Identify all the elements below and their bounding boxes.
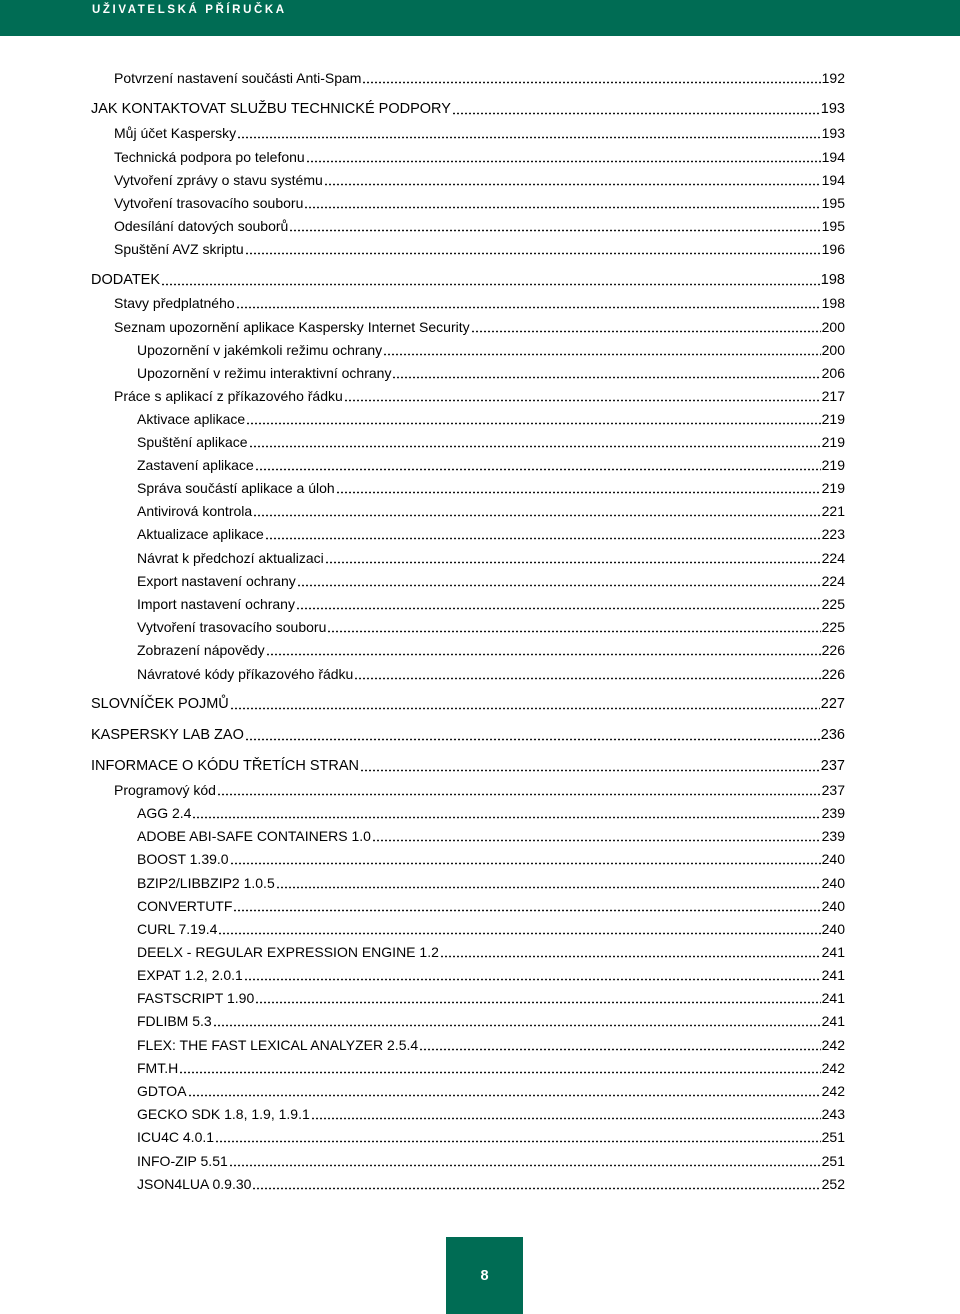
toc-dot-leader xyxy=(306,151,821,163)
toc-entry-title: Programový kód xyxy=(114,782,216,798)
toc-entry[interactable] xyxy=(137,1058,845,1078)
toc-dot-leader xyxy=(245,729,820,741)
toc-dot-leader xyxy=(161,274,820,286)
toc-dot-leader xyxy=(362,72,820,84)
toc-entry-title: INFO-ZIP 5.51 xyxy=(137,1153,228,1169)
toc-entry-page: 192 xyxy=(821,70,845,86)
toc-entry-page: 195 xyxy=(821,218,845,234)
toc-entry-page: 242 xyxy=(821,1060,845,1076)
toc-dot-leader xyxy=(230,698,820,710)
toc-entry[interactable] xyxy=(114,193,845,213)
toc-dot-leader xyxy=(246,413,820,425)
toc-entry-title: AGG 2.4 xyxy=(137,805,192,821)
toc-entry-title: BOOST 1.39.0 xyxy=(137,851,229,867)
toc-entry-page: 226 xyxy=(821,642,845,658)
toc-dot-leader xyxy=(215,1131,821,1143)
toc-entry-page: 240 xyxy=(821,875,845,891)
toc-entry-page: 241 xyxy=(821,1013,845,1029)
toc-entry-page: 236 xyxy=(820,727,845,743)
toc-entry-page: 251 xyxy=(821,1129,845,1145)
toc-entry-page: 224 xyxy=(821,550,845,566)
toc-entry-page: 198 xyxy=(820,272,845,288)
toc-entry-title: Aktivace aplikace xyxy=(137,411,246,427)
toc-entry-page: 217 xyxy=(821,388,845,404)
toc-entry[interactable] xyxy=(137,919,845,939)
toc-dot-leader xyxy=(230,853,821,865)
toc-entry-title: Antivirová kontrola xyxy=(137,503,253,519)
toc-entry-title: Seznam upozornění aplikace Kaspersky Internet Security xyxy=(114,319,470,335)
toc-entry[interactable] xyxy=(137,571,845,591)
toc-dot-leader xyxy=(471,321,821,333)
toc-dot-leader xyxy=(236,297,821,309)
toc-dot-leader xyxy=(249,436,821,448)
toc-entry-title: INFORMACE O KÓDU TŘETÍCH STRAN xyxy=(91,758,359,774)
toc-entry-page: 225 xyxy=(821,619,845,635)
toc-dot-leader xyxy=(213,1015,821,1027)
toc-entry-page: 226 xyxy=(821,666,845,682)
toc-entry-page: 243 xyxy=(821,1106,845,1122)
toc-entry-title: Upozornění v režimu interaktivní ochrany xyxy=(137,365,392,381)
toc-entry-page: 240 xyxy=(821,898,845,914)
toc-entry-page: 242 xyxy=(821,1083,845,1099)
toc-entry[interactable] xyxy=(137,896,845,916)
toc-entry-page: 206 xyxy=(821,365,845,381)
toc-entry[interactable] xyxy=(137,501,845,521)
toc-entry[interactable] xyxy=(91,99,845,119)
toc-entry[interactable] xyxy=(137,524,845,544)
toc-entry-title: JSON4LUA 0.9.30 xyxy=(137,1176,252,1192)
toc-entry-page: 240 xyxy=(821,921,845,937)
toc-entry[interactable] xyxy=(137,1174,845,1194)
toc-entry[interactable] xyxy=(137,965,845,985)
toc-entry-title: Odesílání datových souborů xyxy=(114,218,289,234)
toc-entry-title: GECKO SDK 1.8, 1.9, 1.9.1 xyxy=(137,1106,310,1122)
toc-entry[interactable] xyxy=(114,239,845,259)
toc-entry-page: 193 xyxy=(821,125,845,141)
toc-entry[interactable] xyxy=(137,664,845,684)
toc-entry[interactable] xyxy=(137,409,845,429)
toc-dot-leader xyxy=(188,1085,821,1097)
toc-dot-leader xyxy=(253,505,820,517)
toc-entry[interactable] xyxy=(137,478,845,498)
toc-entry-page: 237 xyxy=(821,782,845,798)
toc-dot-leader xyxy=(233,900,820,912)
toc-dot-leader xyxy=(372,830,821,842)
toc-entry-title: Návratové kódy příkazového řádku xyxy=(137,666,354,682)
toc-dot-leader xyxy=(252,1178,820,1190)
toc-entry-title: JAK KONTAKTOVAT SLUŽBU TECHNICKÉ PODPORY xyxy=(91,101,451,117)
toc-entry-page: 237 xyxy=(820,758,845,774)
toc-entry-page: 223 xyxy=(821,526,845,542)
toc-entry-title: Vytvoření trasovacího souboru xyxy=(114,195,304,211)
toc-entry-title: Spuštění aplikace xyxy=(137,434,248,450)
toc-entry[interactable] xyxy=(137,826,845,846)
toc-dot-leader xyxy=(311,1108,821,1120)
toc-entry[interactable] xyxy=(114,317,845,337)
toc-entry-title: Můj účet Kaspersky xyxy=(114,125,237,141)
toc-entry-page: 241 xyxy=(821,990,845,1006)
page-number-badge: 8 xyxy=(446,1237,523,1314)
toc-entry-title: ICU4C 4.0.1 xyxy=(137,1129,215,1145)
toc-dot-leader xyxy=(419,1039,820,1051)
toc-entry-page: 240 xyxy=(821,851,845,867)
toc-entry[interactable] xyxy=(137,988,845,1008)
toc-dot-leader xyxy=(383,344,821,356)
toc-entry-page: 224 xyxy=(821,573,845,589)
toc-entry-page: 219 xyxy=(821,480,845,496)
toc-entry-title: CONVERTUTF xyxy=(137,898,233,914)
toc-entry-page: 193 xyxy=(820,101,845,117)
toc-dot-leader xyxy=(255,459,821,471)
toc-dot-leader xyxy=(336,482,821,494)
toc-entry[interactable] xyxy=(137,1151,845,1171)
toc-entry[interactable] xyxy=(137,849,845,869)
toc-entry[interactable] xyxy=(137,363,845,383)
toc-entry-page: 227 xyxy=(820,696,845,712)
toc-entry-title: Vytvoření trasovacího souboru xyxy=(137,619,327,635)
toc-dot-leader xyxy=(392,367,820,379)
toc-entry[interactable] xyxy=(91,725,845,745)
toc-dot-leader xyxy=(289,220,820,232)
toc-entry-page: 196 xyxy=(821,241,845,257)
toc-entry-title: GDTOA xyxy=(137,1083,187,1099)
toc-entry-page: 241 xyxy=(821,944,845,960)
toc-dot-leader xyxy=(266,644,821,656)
toc-entry-title: Import nastavení ochrany xyxy=(137,596,295,612)
toc-entry[interactable] xyxy=(137,617,845,637)
toc-dot-leader xyxy=(179,1062,820,1074)
toc-entry-title: Export nastavení ochrany xyxy=(137,573,296,589)
toc-entry-title: CURL 7.19.4 xyxy=(137,921,218,937)
toc-entry-title: Vytvoření zprávy o stavu systému xyxy=(114,172,323,188)
toc-dot-leader xyxy=(244,969,821,981)
toc-dot-leader xyxy=(304,197,820,209)
toc-entry-title: Potvrzení nastavení součásti Anti-Spam xyxy=(114,70,362,86)
toc-entry[interactable] xyxy=(114,216,845,236)
toc-entry-title: KASPERSKY LAB ZAO xyxy=(91,727,244,743)
toc-entry-title: Technická podpora po telefonu xyxy=(114,149,305,165)
toc-entry-title: Aktualizace aplikace xyxy=(137,526,264,542)
toc-entry-title: DODATEK xyxy=(91,272,161,288)
toc-dot-leader xyxy=(237,127,820,139)
toc-entry-title: DEELX - REGULAR EXPRESSION ENGINE 1.2 xyxy=(137,944,439,960)
toc-entry-page: 219 xyxy=(821,457,845,473)
toc-entry-title: Spuštění AVZ skriptu xyxy=(114,241,244,257)
toc-entry-title: Práce s aplikací z příkazového řádku xyxy=(114,388,343,404)
toc-dot-leader xyxy=(360,760,820,772)
toc-entry[interactable] xyxy=(137,873,845,893)
header-title: UŽIVATELSKÁ PŘÍRUČKA xyxy=(92,4,287,16)
toc-entry[interactable] xyxy=(137,1035,845,1055)
toc-entry-title: FASTSCRIPT 1.90 xyxy=(137,990,255,1006)
toc-dot-leader xyxy=(265,528,821,540)
toc-entry[interactable] xyxy=(137,1104,845,1124)
toc-entry[interactable] xyxy=(137,1081,845,1101)
toc-dot-leader xyxy=(192,807,820,819)
toc-entry-page: 200 xyxy=(821,342,845,358)
toc-entry-page: 194 xyxy=(821,172,845,188)
toc-dot-leader xyxy=(440,946,821,958)
toc-entry-page: 252 xyxy=(821,1176,845,1192)
toc-entry[interactable] xyxy=(114,293,845,313)
toc-dot-leader xyxy=(344,390,821,402)
toc-entry[interactable] xyxy=(137,640,845,660)
toc-entry-page: 219 xyxy=(821,434,845,450)
toc-dot-leader xyxy=(452,103,820,115)
toc-dot-leader xyxy=(296,598,821,610)
toc-entry[interactable] xyxy=(137,432,845,452)
toc-entry-title: SLOVNÍČEK POJMŮ xyxy=(91,696,229,712)
toc-entry-page: 195 xyxy=(821,195,845,211)
toc-dot-leader xyxy=(325,552,821,564)
toc-dot-leader xyxy=(327,621,820,633)
toc-dot-leader xyxy=(297,575,821,587)
toc-entry[interactable] xyxy=(91,270,845,290)
toc-entry-page: 239 xyxy=(821,805,845,821)
toc-entry-title: FLEX: THE FAST LEXICAL ANALYZER 2.5.4 xyxy=(137,1037,419,1053)
toc-entry[interactable] xyxy=(137,803,845,823)
toc-entry-title: ADOBE ABI-SAFE CONTAINERS 1.0 xyxy=(137,828,371,844)
toc-entry-page: 241 xyxy=(821,967,845,983)
toc-entry[interactable] xyxy=(114,780,845,800)
toc-entry[interactable] xyxy=(137,1127,845,1147)
toc-dot-leader xyxy=(324,174,821,186)
toc-entry[interactable] xyxy=(137,340,845,360)
toc-dot-leader xyxy=(218,923,820,935)
toc-dot-leader xyxy=(255,992,820,1004)
toc-entry[interactable] xyxy=(91,694,845,714)
toc-entry[interactable] xyxy=(114,68,845,88)
toc-entry-title: FDLIBM 5.3 xyxy=(137,1013,212,1029)
toc-entry[interactable] xyxy=(114,170,845,190)
toc-entry-page: 219 xyxy=(821,411,845,427)
toc-dot-leader xyxy=(276,877,821,889)
toc-entry-page: 200 xyxy=(821,319,845,335)
toc-entry-title: Návrat k předchozí aktualizaci xyxy=(137,550,324,566)
toc-entry-page: 221 xyxy=(821,503,845,519)
toc-entry[interactable] xyxy=(114,123,845,143)
toc-entry-title: EXPAT 1.2, 2.0.1 xyxy=(137,967,243,983)
toc-dot-leader xyxy=(229,1155,821,1167)
toc-entry-title: Správa součástí aplikace a úloh xyxy=(137,480,335,496)
toc-entry[interactable] xyxy=(91,756,845,776)
toc-entry[interactable] xyxy=(137,942,845,962)
toc-entry[interactable] xyxy=(137,594,845,614)
toc-entry-page: 225 xyxy=(821,596,845,612)
toc-entry-title: BZIP2/LIBBZIP2 1.0.5 xyxy=(137,875,275,891)
toc-entry-page: 242 xyxy=(821,1037,845,1053)
toc-dot-leader xyxy=(354,668,820,680)
toc-entry[interactable] xyxy=(137,1011,845,1031)
toc-entry-page: 198 xyxy=(821,295,845,311)
toc-entry[interactable] xyxy=(137,548,845,568)
toc-entry[interactable] xyxy=(114,147,845,167)
toc-dot-leader xyxy=(217,784,821,796)
toc-entry-title: Zobrazení nápovědy xyxy=(137,642,265,658)
toc-entry-title: Upozornění v jakémkoli režimu ochrany xyxy=(137,342,383,358)
toc-dot-leader xyxy=(245,243,821,255)
toc-entry-page: 194 xyxy=(821,149,845,165)
toc-entry-title: FMT.H xyxy=(137,1060,179,1076)
toc-entry-page: 239 xyxy=(821,828,845,844)
toc-entry-page: 251 xyxy=(821,1153,845,1169)
toc-entry[interactable] xyxy=(137,455,845,475)
toc-entry[interactable] xyxy=(114,386,845,406)
toc-entry-title: Zastavení aplikace xyxy=(137,457,254,473)
toc-entry-title: Stavy předplatného xyxy=(114,295,235,311)
